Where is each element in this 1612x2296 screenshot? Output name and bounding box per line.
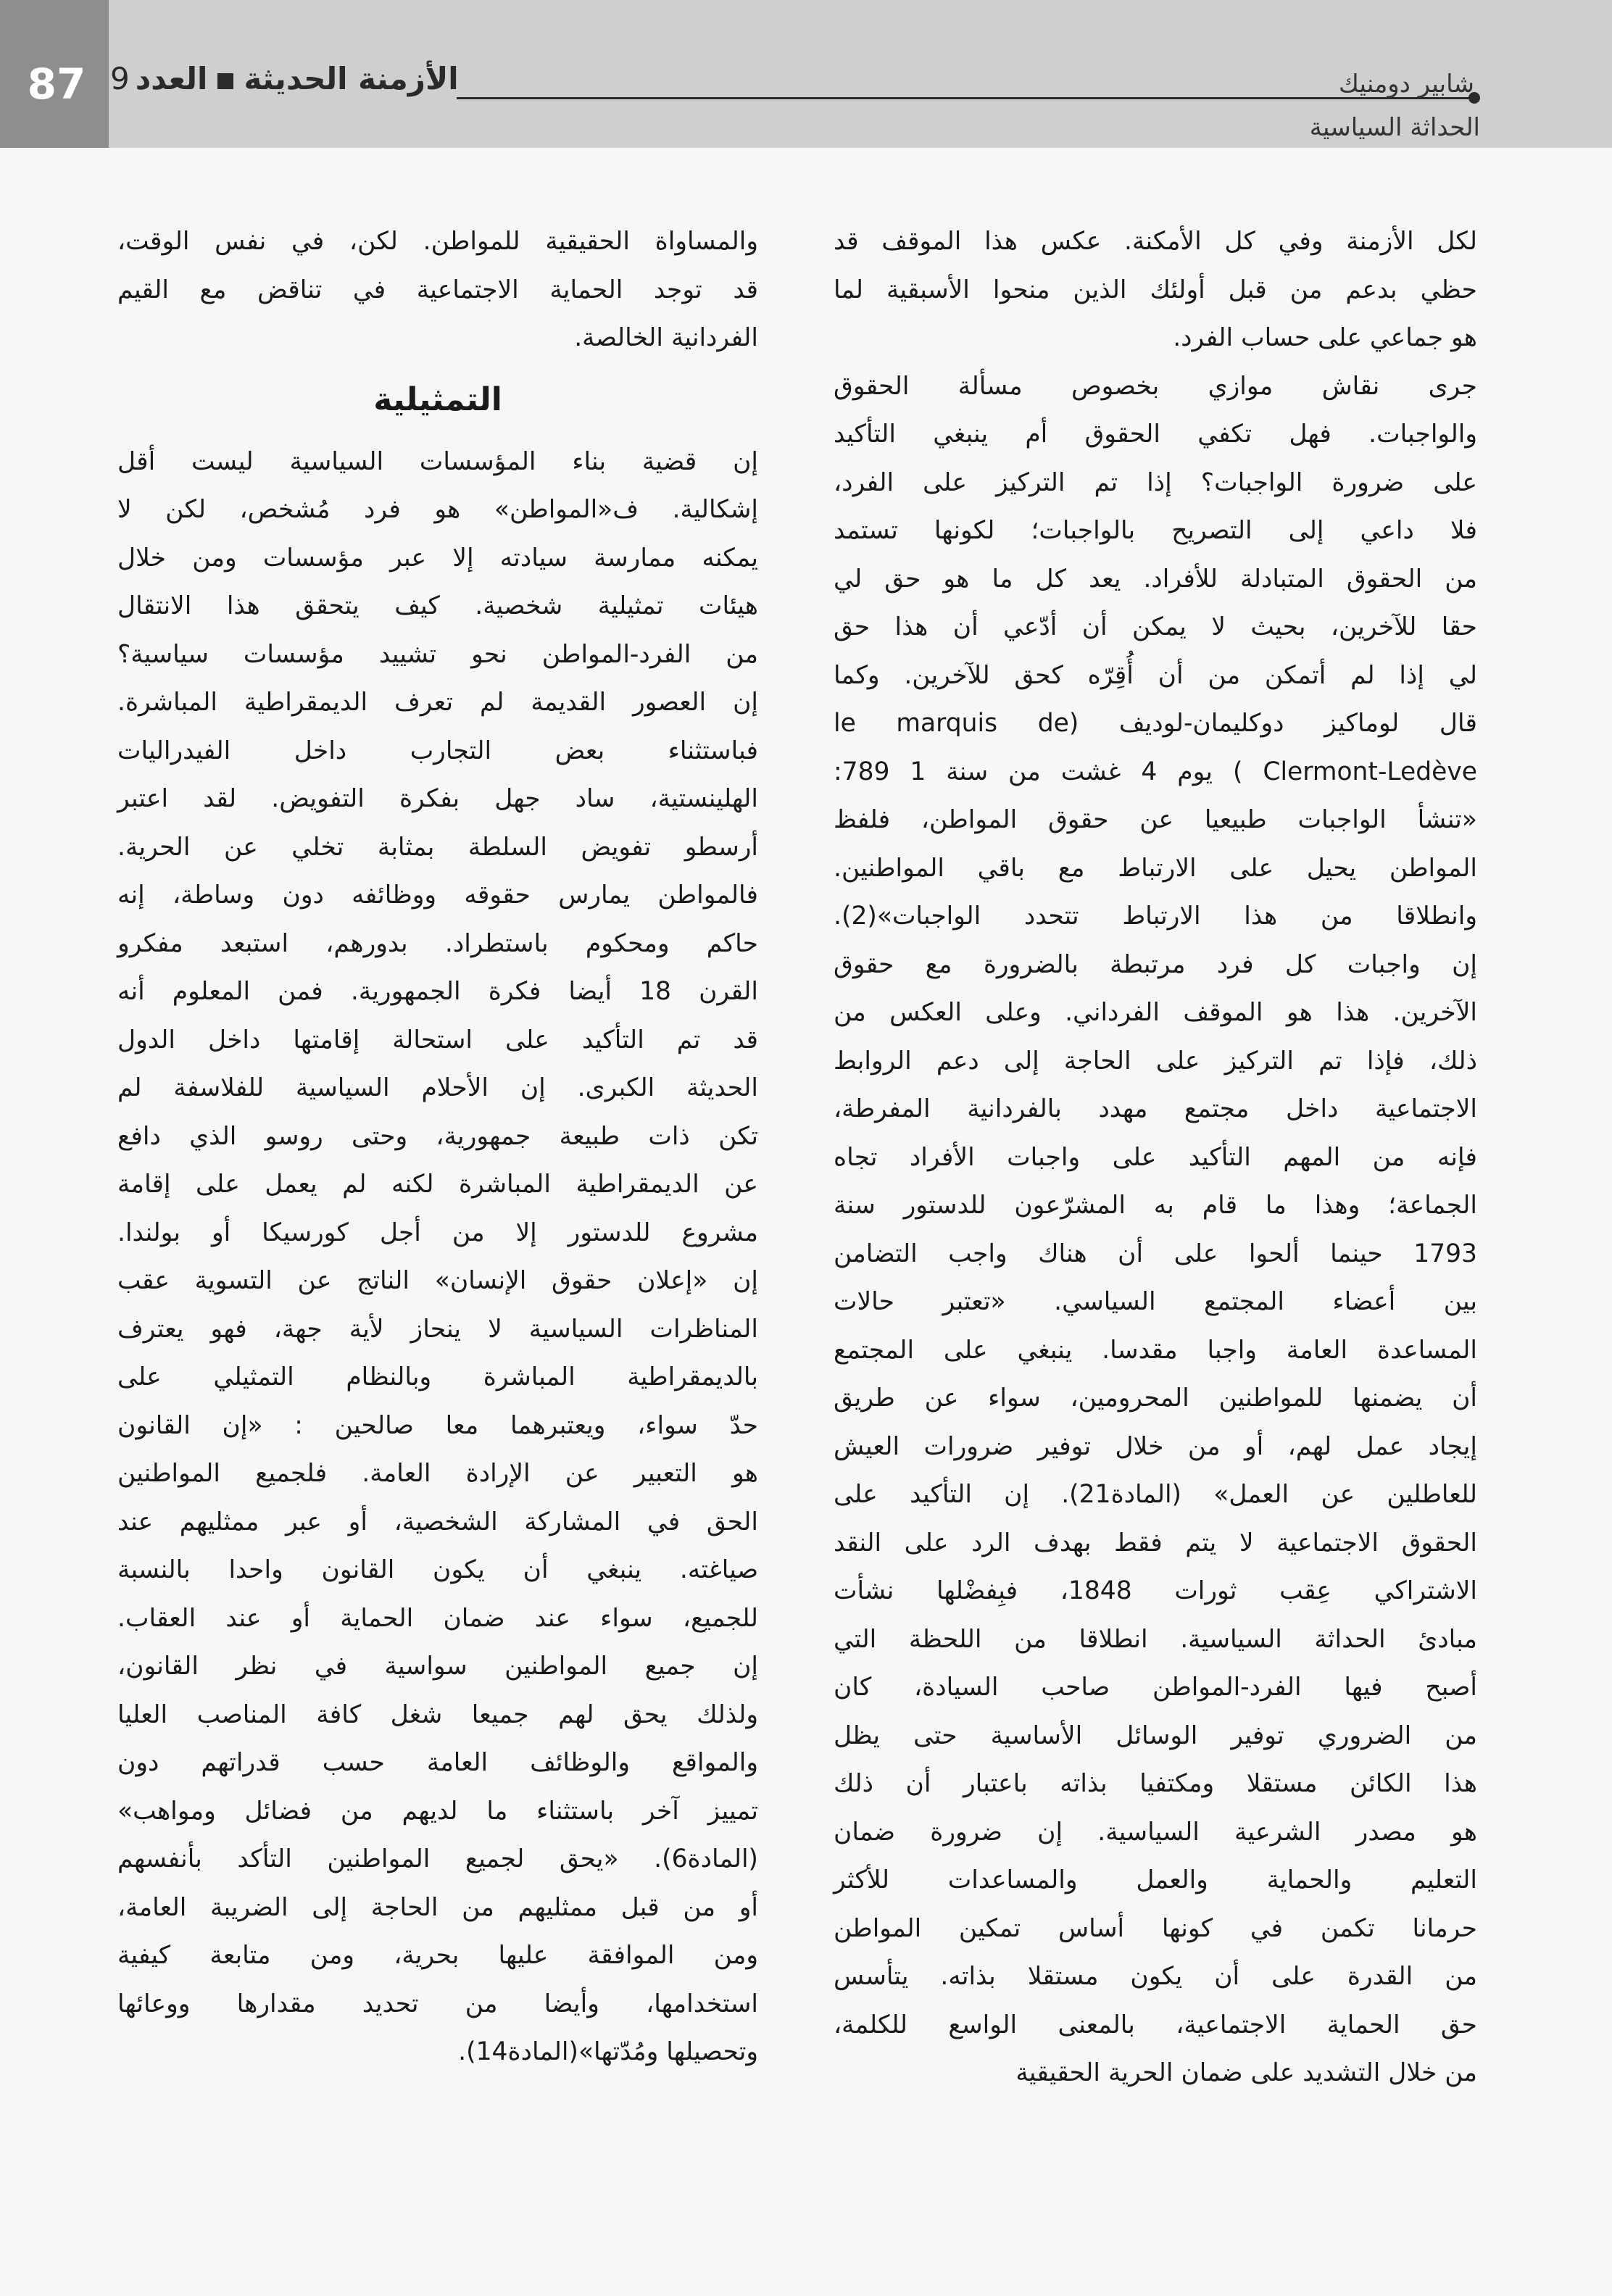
text-line: صياغته. ينبغي أن يكون القانون واحدا بالنسبة xyxy=(117,1555,758,1584)
text-line: «تنشأ الواجبات طبيعيا عن حقوق المواطن، فلفظ xyxy=(834,805,1477,834)
text-line: الجماعة؛ وهذا ما قام به المشرّعون للدستور سنة xyxy=(834,1191,1477,1220)
text-line: للجميع، سواء عند ضمان الحماية أو عند العقاب. xyxy=(117,1603,758,1633)
running-header xyxy=(0,0,1612,148)
text-line: والمساواة الحقيقية للمواطن. لكن، في نفس الوقت، xyxy=(117,227,758,256)
text-line: حاكم ومحكوم باستطراد. بدورهم، استبعد مفكرو xyxy=(117,928,758,958)
text-line: من الفرد-المواطن نحو تشييد مؤسسات سياسية؟ xyxy=(117,639,758,669)
text-line: فالمواطن يمارس حقوقه ووظائفه دون وساطة، إنه xyxy=(117,881,758,910)
text-line: هذا الكائن مستقلا ومكتفيا بذاته باعتبار أن ذلك xyxy=(834,1769,1477,1798)
issue-number: 9 xyxy=(110,61,130,96)
page-number: 87 xyxy=(27,59,86,109)
text-line: من القدرة على أن يكون مستقلا بذاته. يتأسس xyxy=(834,1962,1477,1991)
text-line: المواطن يحيل على الارتباط مع باقي المواطنين. xyxy=(834,853,1477,883)
text-line: والمواقع والوظائف العامة حسب قدراتهم دون xyxy=(117,1748,758,1777)
text-line: هو مصدر الشرعية السياسية. إن ضرورة ضمان xyxy=(834,1817,1477,1847)
text-line: إن واجبات كل فرد مرتبطة بالضرورة مع حقوق xyxy=(834,949,1477,979)
author-name: شابير دومنيك xyxy=(1338,70,1474,99)
text-line: أصبح فيها الفرد-المواطن صاحب السيادة، كان xyxy=(834,1673,1477,1702)
text-line: إن «إعلان حقوق الإنسان» الناتج عن التسوية عقب xyxy=(117,1266,758,1295)
text-line: وتحصيلها ومُدّتها»(المادة14). xyxy=(458,2037,758,2066)
text-line: المناظرات السياسية لا ينحاز لأية جهة، فهو يعترف xyxy=(117,1314,758,1344)
text-line: حدّ سواء، ويعتبرهما معا صالحين : «إن القانون xyxy=(117,1410,758,1440)
text-line: قد توجد الحماية الاجتماعية في تناقض مع القيم xyxy=(117,275,758,304)
text-line: الحقوق الاجتماعية لا يتم فقط بهدف الرد على النقد xyxy=(834,1528,1477,1557)
text-line: قد تم التأكيد على استحالة إقامتها داخل الدول xyxy=(117,1025,758,1055)
text-line: حقا للآخرين، بحيث لا يمكن أن أدّعي أن هذا حق xyxy=(834,612,1477,641)
text-line: إن جميع المواطنين سواسية في نظر القانون، xyxy=(117,1652,758,1681)
text-line: فباستثناء بعض التجارب داخل الفيدراليات xyxy=(117,736,758,765)
text-line: أن يضمنها للمواطنين المحرومين، سواء عن طريق xyxy=(834,1384,1477,1413)
text-line: على ضرورة الواجبات؟ إذا تم التركيز على الفرد، xyxy=(834,467,1477,497)
text-line: الاجتماعية داخل مجتمع مهدد بالفردانية المفرطة، xyxy=(834,1094,1477,1123)
text-line: تكن ذات طبيعة جمهورية، وحتى روسو الذي دافع xyxy=(117,1121,758,1151)
text-line: قال لوماكيز دوكليمان-لوديف (le marquis de xyxy=(834,709,1477,738)
text-line: ذلك، فإذا تم التركيز على الحاجة إلى دعم الروابط xyxy=(834,1046,1477,1076)
square-bullet-icon xyxy=(217,73,233,89)
text-line: القرن 18 أيضا فكرة الجمهورية. فمن المعلوم أنه xyxy=(117,977,759,1006)
text-line: للعاطلين عن العمل» (المادة21). إن التأكيد على xyxy=(834,1480,1477,1509)
journal-title: الأزمنة الحديثة xyxy=(244,61,459,96)
text-line: أو من قبل ممثليهم من الحاجة إلى الضريبة العامة، xyxy=(117,1892,758,1922)
text-line: استخدامها، وأيضا من تحديد مقدارها ووعائها xyxy=(117,1989,758,2018)
text-line: ومن الموافقة عليها بحرية، ومن متابعة كيفية xyxy=(117,1941,758,1970)
text-line: جرى نقاش موازي بخصوص مسألة الحقوق xyxy=(834,371,1477,401)
text-line: 1793 حينما ألحوا على أن هناك واجب التضامن xyxy=(834,1239,1477,1268)
text-line: من خلال التشديد على ضمان الحرية الحقيقية xyxy=(1015,2058,1477,2087)
section-title: الحداثة السياسية xyxy=(1309,113,1480,142)
text-line: إيجاد عمل لهم، أو من خلال توفير ضرورات العيش xyxy=(834,1431,1477,1461)
text-line: أرسطو تفويض السلطة بمثابة تخلي عن الحرية. xyxy=(117,832,758,862)
text-line: الحق في المشاركة الشخصية، أو عبر ممثليهم عند xyxy=(117,1507,758,1536)
text-line: إشكالية. ف«المواطن» هو فرد مُشخص، لكن لا xyxy=(117,495,758,524)
right-text-column xyxy=(834,217,1477,2097)
left-body-paragraph xyxy=(117,438,758,2076)
text-line: الآخرين. هذا هو الموقف الفرداني. وعلى العكس من xyxy=(834,998,1477,1027)
text-line: فلا داعي إلى التصريح بالواجبات؛ لكونها تستمد xyxy=(834,516,1477,545)
text-line: هو جماعي على حساب الفرد. xyxy=(1173,323,1477,352)
text-line: المساعدة العامة واجبا مقدسا. ينبغي على المجتمع xyxy=(834,1335,1477,1365)
text-line: الاشتراكي عِقب ثورات 1848، فبِفضْلها نشأت xyxy=(834,1576,1478,1605)
text-line: حق الحماية الاجتماعية، بالمعنى الواسع للكلمة، xyxy=(834,2010,1477,2039)
text-line: بين أعضاء المجتمع السياسي. «تعتبر حالات xyxy=(834,1287,1477,1316)
page-number-box xyxy=(0,0,109,148)
header-rule xyxy=(457,97,1471,99)
text-line: Clermont-Ledève ) يوم 4 غشت من سنة 1 789: xyxy=(834,757,1478,786)
text-line: لي إذا لم أتمكن من أن أُقِرّه كحق للآخرين. وكما xyxy=(834,660,1477,690)
text-line: وانطلاقا من هذا الارتباط تتحدد الواجبات»(2). xyxy=(834,902,1477,931)
text-line: الحديثة الكبرى. إن الأحلام السياسية للفلاسفة لم xyxy=(117,1073,758,1102)
text-line: عن الديمقراطية المباشرة لكنه لم يعمل على إقامة xyxy=(117,1170,758,1199)
text-line: (المادة6). «يحق لجميع المواطنين التأكد بأنفسهم xyxy=(117,1844,758,1873)
text-line: هو التعبير عن الإرادة العامة. فلجميع المواطنين xyxy=(117,1459,758,1488)
text-line: بالديمقراطية المباشرة وبالنظام التمثيلي على xyxy=(117,1363,758,1392)
text-line: هيئات تمثيلية شخصية. كيف يتحقق هذا الانتقال xyxy=(117,591,758,620)
issue-label: العدد xyxy=(135,61,208,96)
text-line: مبادئ الحداثة السياسية. انطلاقا من اللحظة التي xyxy=(834,1624,1477,1654)
text-line: من الضروري توفير الوسائل الأساسية حتى يظل xyxy=(834,1721,1477,1750)
left-intro-paragraph xyxy=(117,217,758,362)
text-line: ولذلك يحق لهم جميعا شغل كافة المناصب العليا xyxy=(117,1700,758,1729)
text-line: لكل الأزمنة وفي كل الأمكنة. عكس هذا الموقف قد xyxy=(834,227,1477,256)
text-line: يمكنه ممارسة سيادته إلا عبر مؤسسات ومن خلال xyxy=(117,543,758,573)
text-line: والواجبات. فهل تكفي الحقوق أم ينبغي التأكيد xyxy=(834,420,1477,449)
text-line: الفردانية الخالصة. xyxy=(574,323,758,352)
text-line: مشروع للدستور إلا من أجل كورسيكا أو بولندا. xyxy=(117,1218,758,1247)
text-line: فإنه من المهم التأكيد على واجبات الأفراد تجاه xyxy=(834,1142,1477,1172)
text-line: حظي بدعم من قبل أولئك الذين منحوا الأسبقية لما xyxy=(834,275,1477,304)
text-line: إن قضية بناء المؤسسات السياسية ليست أقل xyxy=(117,446,758,476)
text-line: حرمانا تكمن في كونها أساس تمكين المواطن xyxy=(834,1913,1477,1943)
section-heading: التمثيلية xyxy=(373,380,502,418)
text-line: الهلينستية، ساد جهل بفكرة التفويض. لقد اعتبر xyxy=(117,784,758,813)
left-text-column xyxy=(117,217,758,2076)
text-line: التعليم والحماية والعمل والمساعدات للأكثر xyxy=(834,1865,1477,1894)
journal-issue-line xyxy=(110,61,459,96)
text-line: إن العصور القديمة لم تعرف الديمقراطية المباشرة. xyxy=(117,688,758,717)
text-line: من الحقوق المتبادلة للأفراد. يعد كل ما هو حق لي xyxy=(834,564,1477,594)
text-line: تمييز آخر باستثناء ما لديهم من فضائل ومواهب» xyxy=(117,1796,758,1826)
